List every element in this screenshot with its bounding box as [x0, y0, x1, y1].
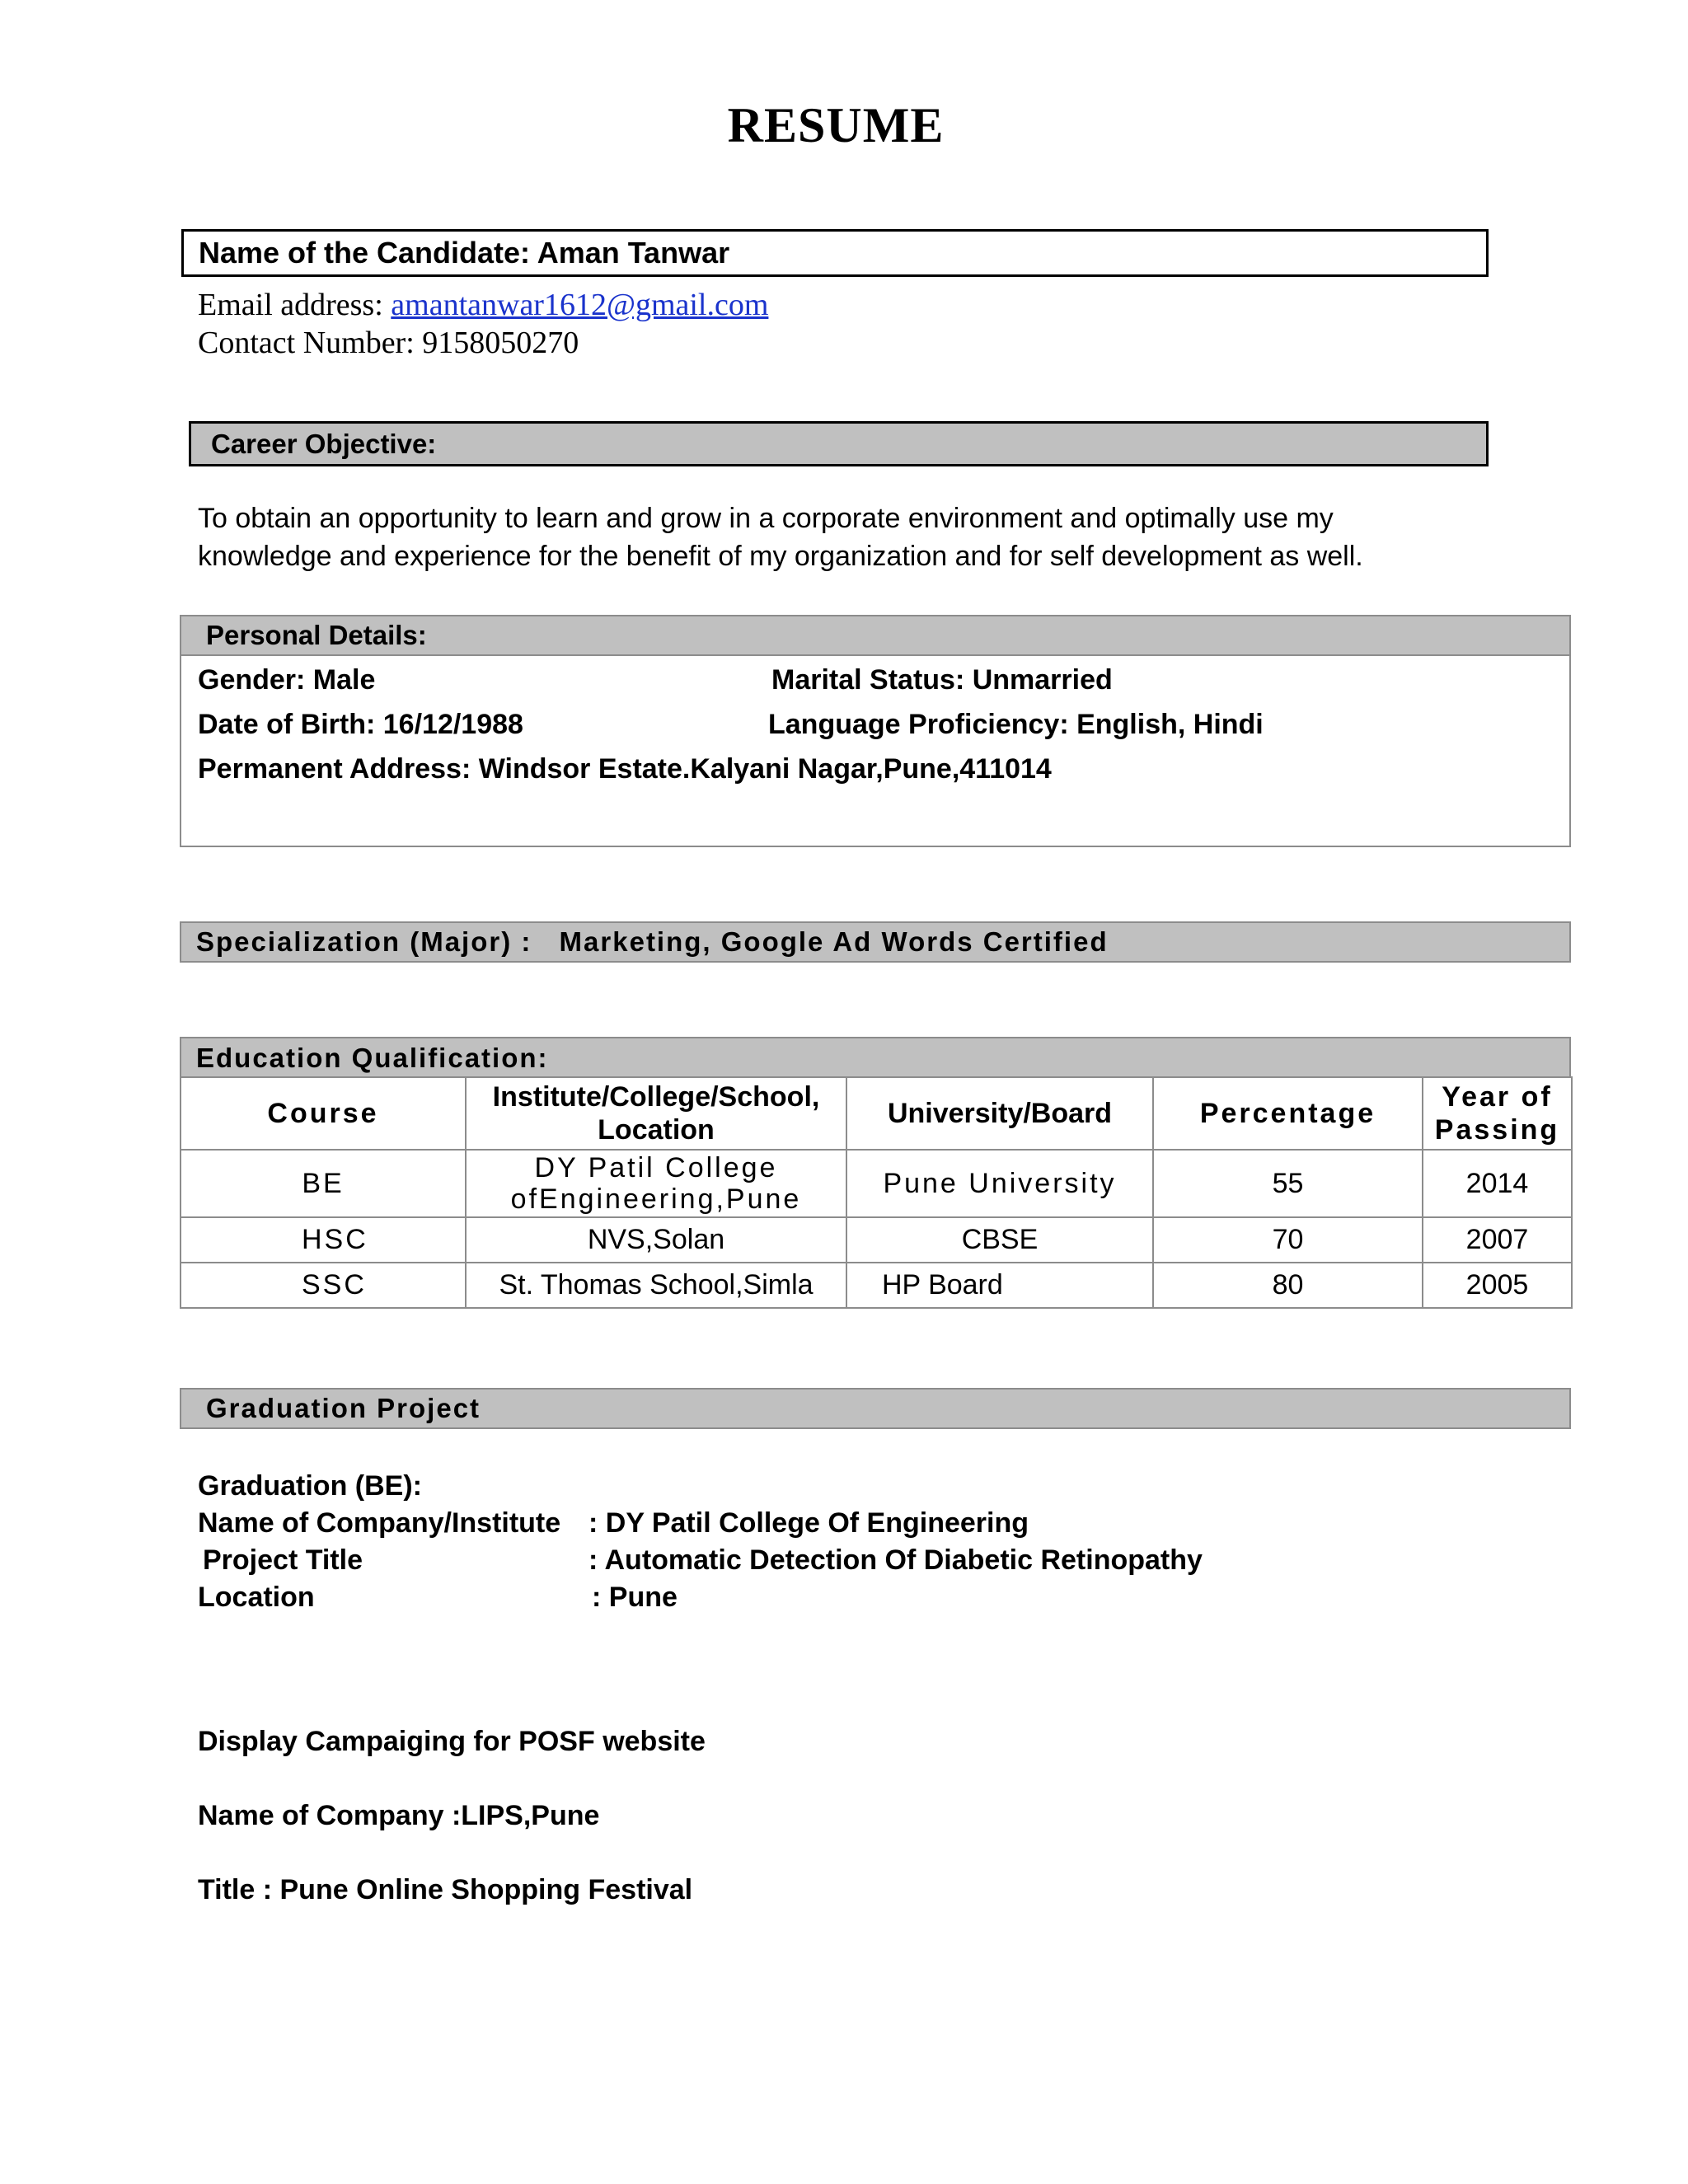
gender: Gender: Male — [198, 664, 376, 696]
header-year — [1423, 1077, 1572, 1150]
cell-percentage: 55 — [1153, 1150, 1423, 1217]
cell-university: Pune University — [846, 1150, 1153, 1217]
contact-number: 9158050270 — [422, 326, 579, 360]
header-year-line-1: Year of — [1442, 1081, 1553, 1113]
education-header-row — [181, 1077, 1572, 1150]
cell-university: CBSE — [846, 1217, 1153, 1263]
email-label: Email address: — [198, 288, 383, 322]
cell-institute — [466, 1150, 846, 1217]
header-institute — [466, 1077, 846, 1150]
date-of-birth: Date of Birth: 16/12/1988 — [198, 709, 523, 740]
specialization-bar — [180, 921, 1571, 963]
cell-university: HP Board — [846, 1263, 1153, 1308]
table-row — [181, 1150, 1572, 1217]
cell-institute-line-2: ofEngineering,Pune — [510, 1183, 802, 1215]
specialization-value: Marketing, Google Ad Words Certified — [559, 926, 1109, 957]
header-institute-line-1: Institute/College/School, — [492, 1081, 820, 1113]
company-value: : DY Patil College Of Engineering — [588, 1507, 1029, 1539]
marital-status: Marital Status: Unmarried — [771, 664, 1113, 696]
career-objective-line-2: knowledge and experience for the benefit of my organization and for self development as well. — [198, 541, 1363, 572]
contact-label: Contact Number: — [198, 326, 415, 360]
project-title-value: : Automatic Detection Of Diabetic Retinopathy — [588, 1544, 1203, 1576]
cell-course: BE — [181, 1150, 466, 1217]
header-university: University/Board — [846, 1077, 1153, 1150]
cell-percentage: 70 — [1153, 1217, 1423, 1263]
email-link[interactable]: amantanwar1612@gmail.com — [391, 288, 769, 322]
header-institute-line-2: Location — [598, 1114, 715, 1146]
company-2: Name of Company :LIPS,Pune — [198, 1800, 600, 1831]
cell-percentage: 80 — [1153, 1263, 1423, 1308]
cell-year: 2014 — [1423, 1150, 1572, 1217]
language-proficiency: Language Proficiency: English, Hindi — [768, 709, 1264, 740]
header-course: Course — [181, 1077, 466, 1150]
location-value: : Pune — [592, 1582, 678, 1613]
table-row — [181, 1263, 1572, 1308]
location-label: Location — [198, 1582, 315, 1613]
cell-year: 2007 — [1423, 1217, 1572, 1263]
graduation-subheading: Graduation (BE): — [198, 1470, 422, 1502]
cell-course: SSC — [181, 1263, 466, 1308]
contact-line — [198, 325, 579, 361]
email-line — [198, 287, 768, 323]
cell-institute: St. Thomas School,Simla — [466, 1263, 846, 1308]
candidate-name-box — [181, 229, 1489, 277]
career-objective-heading: Career Objective: — [189, 421, 1489, 466]
cell-year: 2005 — [1423, 1263, 1572, 1308]
career-objective-line-1: To obtain an opportunity to learn and grow in a corporate environment and optimally use my — [198, 503, 1334, 534]
company-label: Name of Company/Institute — [198, 1507, 561, 1539]
education-table — [180, 1076, 1573, 1309]
resume-title: RESUME — [727, 98, 945, 152]
title-2: Title : Pune Online Shopping Festival — [198, 1874, 693, 1905]
specialization-label: Specialization (Major) : — [196, 926, 532, 957]
header-year-line-2: Passing — [1434, 1114, 1560, 1146]
cell-institute: NVS,Solan — [466, 1217, 846, 1263]
candidate-name: Aman Tanwar — [537, 236, 730, 269]
graduation-project-heading: Graduation Project — [180, 1388, 1571, 1429]
table-row — [181, 1217, 1572, 1263]
cell-institute-line-1: DY Patil College — [534, 1152, 778, 1183]
header-percentage: Percentage — [1153, 1077, 1423, 1150]
permanent-address: Permanent Address: Windsor Estate.Kalyani Nagar,Pune,411014 — [198, 753, 1052, 785]
candidate-name-label: Name of the Candidate: — [199, 236, 531, 269]
cell-course: HSC — [181, 1217, 466, 1263]
display-campaign: Display Campaiging for POSF website — [198, 1726, 706, 1757]
personal-details-heading: Personal Details: — [180, 615, 1571, 656]
education-heading: Education Qualification: — [180, 1037, 1571, 1078]
project-title-label: Project Title — [203, 1544, 363, 1576]
